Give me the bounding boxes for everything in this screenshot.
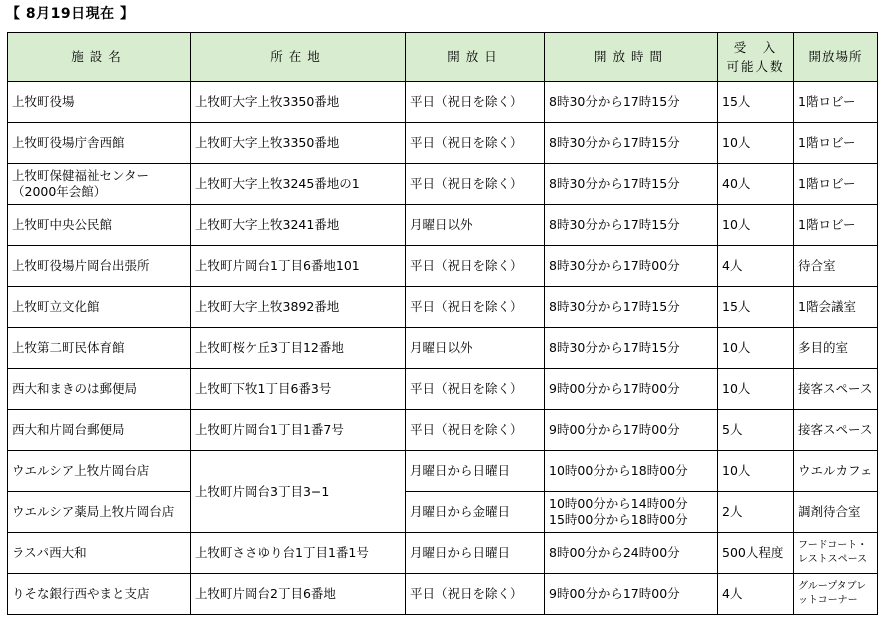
facility-cell: 上牧町役場庁舎西館 [8, 123, 191, 164]
place-cell: グループタブレットコーナー [794, 574, 878, 615]
place-cell: 1階ロビー [794, 82, 878, 123]
capacity-cell: 10人 [718, 205, 794, 246]
header-address: 所在地 [191, 33, 406, 82]
open-day-cell: 平日（祝日を除く） [406, 164, 545, 205]
facility-cell: ウエルシア薬局上牧片岡台店 [8, 492, 191, 533]
table-row [8, 410, 878, 451]
address-cell: 上牧町大字上牧3350番地 [191, 123, 406, 164]
address-cell: 上牧町片岡台1丁目1番7号 [191, 410, 406, 451]
capacity-cell: 15人 [718, 287, 794, 328]
table-row [8, 205, 878, 246]
capacity-cell: 2人 [718, 492, 794, 533]
place-cell: ウエルカフェ [794, 451, 878, 492]
capacity-cell: 500人程度 [718, 533, 794, 574]
open-time-cell: 9時00分から17時00分 [545, 410, 718, 451]
facility-cell: 西大和片岡台郵便局 [8, 410, 191, 451]
address-cell: 上牧町大字上牧3245番地の1 [191, 164, 406, 205]
open-time-cell: 8時30分から17時15分 [545, 164, 718, 205]
address-cell: 上牧町下牧1丁目6番3号 [191, 369, 406, 410]
facility-cell: ラスパ西大和 [8, 533, 191, 574]
open-time-cell: 9時00分から17時00分 [545, 369, 718, 410]
table-row [8, 369, 878, 410]
open-time-cell: 9時00分から17時00分 [545, 574, 718, 615]
open-time-cell: 8時30分から17時00分 [545, 246, 718, 287]
header-place: 開放場所 [794, 33, 878, 82]
address-cell: 上牧町片岡台1丁目6番地101 [191, 246, 406, 287]
table-row [8, 328, 878, 369]
header-capacity-line2: 可能人数 [726, 59, 785, 74]
capacity-cell: 10人 [718, 328, 794, 369]
header-open-time: 開放時間 [545, 33, 718, 82]
place-cell: 1階ロビー [794, 164, 878, 205]
table-row [8, 246, 878, 287]
address-cell: 上牧町ささゆり台1丁目1番1号 [191, 533, 406, 574]
place-cell: 1階会議室 [794, 287, 878, 328]
table-row [8, 164, 878, 205]
open-day-cell: 平日（祝日を除く） [406, 123, 545, 164]
header-open-day: 開放日 [406, 33, 545, 82]
facility-cell: 上牧町役場 [8, 82, 191, 123]
open-day-cell: 月曜日以外 [406, 205, 545, 246]
open-day-cell: 月曜日以外 [406, 328, 545, 369]
facility-cell: 上牧町立文化館 [8, 287, 191, 328]
place-cell: フードコート・レストスペース [794, 533, 878, 574]
address-cell: 上牧町大字上牧3892番地 [191, 287, 406, 328]
table-row [8, 82, 878, 123]
table-row [8, 533, 878, 574]
place-cell: 多目的室 [794, 328, 878, 369]
header-capacity [718, 33, 794, 82]
open-day-cell: 月曜日から金曜日 [406, 492, 545, 533]
capacity-cell: 10人 [718, 369, 794, 410]
page-heading: 【 8月19日現在 】 [6, 6, 135, 22]
table-row [8, 492, 878, 533]
place-cell: 接客スペース [794, 369, 878, 410]
capacity-cell: 40人 [718, 164, 794, 205]
open-time-cell: 8時30分から17時15分 [545, 205, 718, 246]
open-day-cell: 平日（祝日を除く） [406, 82, 545, 123]
capacity-cell: 5人 [718, 410, 794, 451]
facility-cell: りそな銀行西やまと支店 [8, 574, 191, 615]
place-cell: 1階ロビー [794, 205, 878, 246]
open-time-cell: 10時00分から18時00分 [545, 451, 718, 492]
address-cell: 上牧町大字上牧3241番地 [191, 205, 406, 246]
open-day-cell: 平日（祝日を除く） [406, 369, 545, 410]
open-time-cell: 8時30分から17時15分 [545, 328, 718, 369]
table-row [8, 123, 878, 164]
capacity-cell: 4人 [718, 246, 794, 287]
open-time-cell: 8時30分から17時15分 [545, 287, 718, 328]
facility-cell: 西大和まきのは郵便局 [8, 369, 191, 410]
header-row [8, 33, 878, 82]
open-time-cell: 8時30分から17時15分 [545, 82, 718, 123]
capacity-cell: 4人 [718, 574, 794, 615]
facility-table [7, 32, 878, 615]
capacity-cell: 10人 [718, 451, 794, 492]
table-row [8, 574, 878, 615]
table-row [8, 287, 878, 328]
facility-cell: ウエルシア上牧片岡台店 [8, 451, 191, 492]
open-day-cell: 平日（祝日を除く） [406, 574, 545, 615]
open-time-line2: 15時00分から18時00分 [549, 512, 688, 527]
capacity-cell: 10人 [718, 123, 794, 164]
place-cell: 接客スペース [794, 410, 878, 451]
facility-cell: 上牧町中央公民館 [8, 205, 191, 246]
address-cell: 上牧町桜ケ丘3丁目12番地 [191, 328, 406, 369]
header-capacity-line1: 受 入 [733, 40, 778, 55]
facility-cell: 上牧町役場片岡台出張所 [8, 246, 191, 287]
place-cell: 待合室 [794, 246, 878, 287]
address-cell: 上牧町大字上牧3350番地 [191, 82, 406, 123]
open-day-cell: 月曜日から日曜日 [406, 533, 545, 574]
place-cell: 調剤待合室 [794, 492, 878, 533]
facility-cell: 上牧町保健福祉センター（2000年会館） [8, 164, 191, 205]
open-day-cell: 月曜日から日曜日 [406, 451, 545, 492]
facility-cell: 上牧第二町民体育館 [8, 328, 191, 369]
open-time-line1: 10時00分から14時00分 [549, 496, 688, 511]
capacity-cell: 15人 [718, 82, 794, 123]
open-time-cell: 8時00分から24時00分 [545, 533, 718, 574]
address-cell-merged: 上牧町片岡台3丁目3−1 [191, 451, 406, 533]
header-facility: 施設名 [8, 33, 191, 82]
open-day-cell: 平日（祝日を除く） [406, 287, 545, 328]
open-day-cell: 平日（祝日を除く） [406, 246, 545, 287]
open-time-cell: 8時30分から17時15分 [545, 123, 718, 164]
table-row [8, 451, 878, 492]
open-day-cell: 平日（祝日を除く） [406, 410, 545, 451]
place-cell: 1階ロビー [794, 123, 878, 164]
address-cell: 上牧町片岡台2丁目6番地 [191, 574, 406, 615]
open-time-cell [545, 492, 718, 533]
